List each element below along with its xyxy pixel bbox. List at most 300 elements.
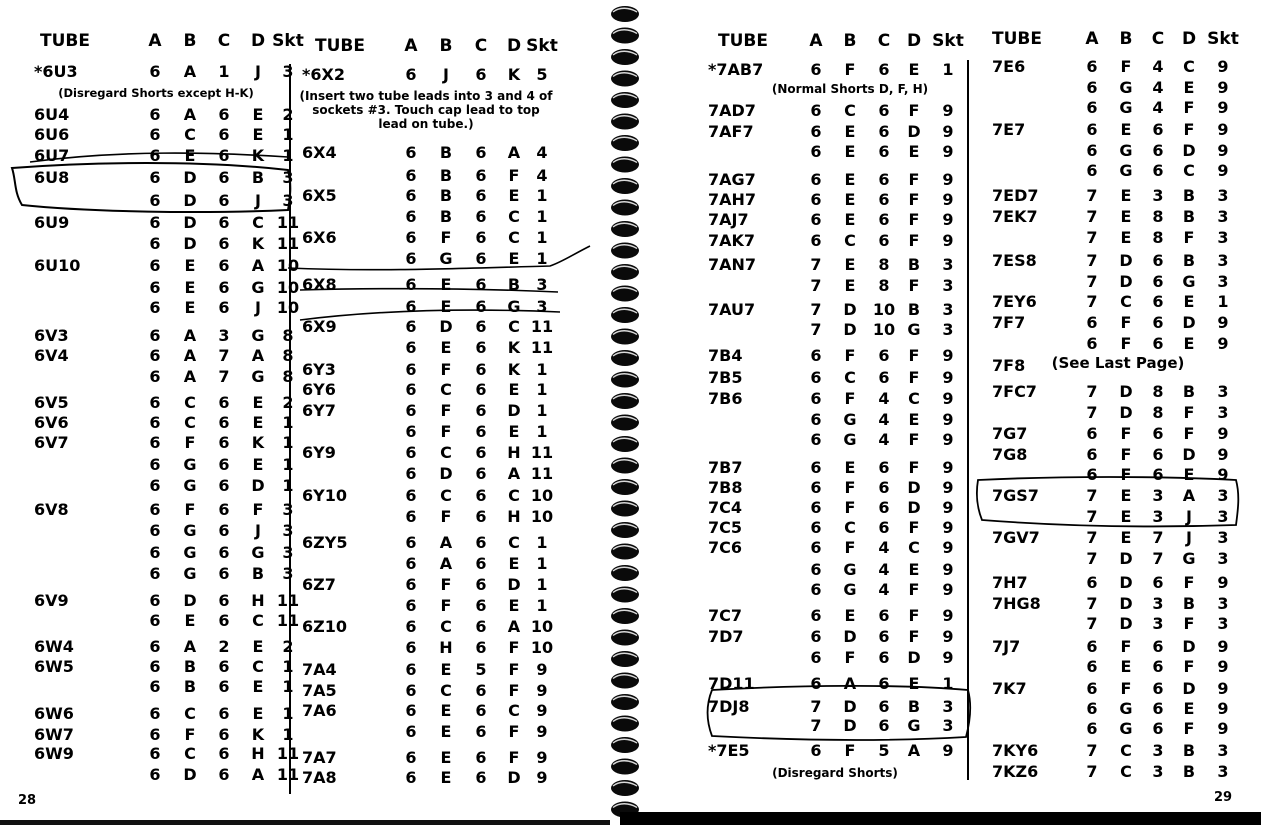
b-cell: D — [1119, 573, 1133, 592]
tube-cell: 6U8 — [34, 168, 70, 187]
b-cell: E — [440, 297, 452, 316]
skt-cell: 11 — [530, 338, 554, 357]
skt-cell: 3 — [282, 543, 294, 562]
b-cell: A — [843, 674, 857, 693]
b-cell: D — [843, 627, 857, 646]
d-cell: B — [907, 697, 921, 716]
d-cell: E — [252, 637, 264, 656]
b-cell: B — [439, 143, 453, 162]
a-cell: 6 — [810, 346, 822, 365]
c-cell: 6 — [878, 627, 890, 646]
skt-cell: 9 — [536, 681, 548, 700]
skt-cell: 3 — [1217, 528, 1229, 547]
tube-cell: 6X5 — [302, 186, 337, 205]
d-cell: F — [908, 276, 920, 295]
d-cell: J — [255, 521, 261, 540]
tube-cell: *6X2 — [302, 65, 345, 84]
c-cell: 2 — [218, 637, 230, 656]
a-cell: 7 — [1086, 228, 1098, 247]
tube-cell: 6W4 — [34, 637, 74, 656]
d-cell: B — [1182, 382, 1196, 401]
d-cell: E — [508, 249, 520, 268]
tube-cell: 6W5 — [34, 657, 74, 676]
c-cell: 6 — [878, 190, 890, 209]
d-cell: E — [252, 393, 264, 412]
tube-cell: 7C7 — [708, 606, 743, 625]
d-cell: E — [508, 380, 520, 399]
b-cell: E — [440, 338, 452, 357]
a-cell: 6 — [405, 297, 417, 316]
tube-cell: 7A4 — [302, 660, 337, 679]
b-cell: D — [843, 716, 857, 735]
c-cell: 6 — [1152, 251, 1164, 270]
skt-cell: 9 — [1217, 161, 1229, 180]
d-cell: E — [508, 422, 520, 441]
c-cell: 6 — [475, 338, 487, 357]
skt-cell: 3 — [1217, 207, 1229, 226]
skt-cell: 3 — [282, 191, 294, 210]
tube-cell: 7J7 — [992, 637, 1021, 656]
d-cell: F — [908, 368, 920, 387]
tube-cell: 6X6 — [302, 228, 337, 247]
skt-cell: 1 — [536, 249, 548, 268]
tube-cell: 6Y9 — [302, 443, 336, 462]
c-cell: 6 — [475, 275, 487, 294]
c-cell: 6 — [878, 674, 890, 693]
d-cell: F — [508, 166, 520, 185]
a-cell: 6 — [810, 458, 822, 477]
skt-cell: 1 — [282, 146, 294, 165]
a-cell: 6 — [810, 389, 822, 408]
a-cell: 6 — [1086, 699, 1098, 718]
skt-cell: 9 — [1217, 657, 1229, 676]
d-cell: F — [1183, 424, 1195, 443]
b-cell: C — [844, 101, 856, 120]
b-cell: E — [440, 701, 452, 720]
a-cell: 7 — [1086, 272, 1098, 291]
skt-cell: 1 — [282, 125, 294, 144]
a-cell: 6 — [405, 701, 417, 720]
b-cell: F — [844, 346, 856, 365]
spiral-ring — [611, 264, 639, 280]
tube-cell: *7AB7 — [708, 60, 764, 79]
skt-cell: 9 — [536, 722, 548, 741]
skt-cell: 1 — [536, 401, 548, 420]
spiral-ring — [611, 243, 639, 259]
skt-cell: 3 — [1217, 486, 1229, 505]
a-cell: 7 — [1086, 186, 1098, 205]
a-cell: 6 — [405, 317, 417, 336]
b-cell: F — [844, 498, 856, 517]
tube-cell: 7K7 — [992, 679, 1027, 698]
tube-cell: 6Y6 — [302, 380, 336, 399]
tube-cell: 7H7 — [992, 573, 1028, 592]
skt-cell: 11 — [530, 464, 554, 483]
d-cell: H — [251, 591, 265, 610]
d-cell: B — [1182, 207, 1196, 226]
header-tube: TUBE — [40, 31, 90, 51]
skt-cell: 9 — [942, 518, 954, 537]
skt-cell: 11 — [276, 744, 300, 763]
skt-cell: 1 — [942, 674, 954, 693]
note-disregard-shorts: (Disregard Shorts) — [772, 766, 898, 780]
c-cell: 8 — [878, 255, 890, 274]
a-cell: 6 — [405, 380, 417, 399]
d-cell: F — [508, 660, 520, 679]
b-cell: F — [844, 648, 856, 667]
tube-cell: 7E6 — [992, 57, 1026, 76]
page-number-right: 29 — [1214, 790, 1233, 805]
b-cell: A — [439, 554, 453, 573]
c-cell: 3 — [218, 326, 230, 345]
d-cell: E — [508, 596, 520, 615]
skt-cell: 1 — [536, 575, 548, 594]
a-cell: 6 — [405, 249, 417, 268]
skt-cell: 9 — [942, 498, 954, 517]
a-cell: 6 — [405, 143, 417, 162]
c-cell: 6 — [878, 498, 890, 517]
b-cell: F — [1120, 637, 1132, 656]
a-cell: 6 — [149, 521, 161, 540]
b-cell: A — [183, 62, 197, 81]
d-cell: B — [1182, 186, 1196, 205]
d-cell: F — [508, 638, 520, 657]
a-cell: 6 — [149, 765, 161, 784]
d-cell: E — [508, 554, 520, 573]
a-cell: 6 — [149, 168, 161, 187]
c-cell: 6 — [475, 186, 487, 205]
skt-cell: 3 — [942, 697, 954, 716]
b-cell: C — [440, 380, 452, 399]
d-cell: G — [251, 543, 265, 562]
a-cell: 6 — [810, 741, 822, 760]
tube-cell: 7B6 — [708, 389, 743, 408]
skt-cell: 1 — [282, 725, 294, 744]
spiral-ring — [611, 630, 639, 646]
tube-cell: 6V4 — [34, 346, 69, 365]
c-cell: 6 — [878, 458, 890, 477]
tube-cell: 7A7 — [302, 748, 337, 767]
skt-cell: 3 — [1217, 762, 1229, 781]
c-cell: 6 — [475, 317, 487, 336]
tube-cell: 7FC7 — [992, 382, 1037, 401]
tube-cell: 6W6 — [34, 704, 74, 723]
page-edge-shadow-left — [0, 820, 610, 825]
c-cell: 6 — [475, 575, 487, 594]
spiral-ring — [611, 329, 639, 345]
spiral-ring — [611, 393, 639, 409]
a-cell: 6 — [149, 704, 161, 723]
c-cell: 6 — [475, 768, 487, 787]
skt-cell: 3 — [942, 276, 954, 295]
c-cell: 6 — [218, 611, 230, 630]
a-cell: 7 — [810, 300, 822, 319]
b-cell: F — [184, 500, 196, 519]
spiral-ring — [611, 651, 639, 667]
spiral-ring — [611, 92, 639, 108]
c-cell: 6 — [1152, 719, 1164, 738]
skt-cell: 9 — [942, 170, 954, 189]
a-cell: 6 — [810, 560, 822, 579]
b-cell: F — [844, 538, 856, 557]
c-cell: 6 — [218, 191, 230, 210]
page-edge-shadow-right — [620, 812, 1261, 825]
a-cell: 6 — [810, 518, 822, 537]
a-cell: 6 — [1086, 637, 1098, 656]
d-cell: C — [508, 228, 520, 247]
a-cell: 6 — [149, 367, 161, 386]
c-cell: 6 — [1152, 573, 1164, 592]
skt-cell: 3 — [1217, 507, 1229, 526]
d-cell: C — [508, 533, 520, 552]
tube-cell: 6V5 — [34, 393, 69, 412]
c-cell: 6 — [878, 606, 890, 625]
tube-cell: 6V8 — [34, 500, 69, 519]
tube-cell: 7EY6 — [992, 292, 1037, 311]
skt-cell: 9 — [942, 142, 954, 161]
c-cell: 6 — [878, 231, 890, 250]
d-cell: B — [251, 168, 265, 187]
tube-cell: 6X9 — [302, 317, 337, 336]
d-cell: A — [907, 741, 921, 760]
d-cell: D — [507, 575, 521, 594]
d-cell: J — [1186, 528, 1192, 547]
a-cell: 6 — [810, 430, 822, 449]
a-cell: 6 — [810, 538, 822, 557]
spiral-ring — [611, 286, 639, 302]
column-divider-right — [967, 60, 969, 780]
header-tube: TUBE — [718, 31, 768, 51]
b-cell: D — [183, 213, 197, 232]
d-cell: D — [1182, 679, 1196, 698]
page-number-left: 28 — [18, 793, 37, 808]
a-cell: 6 — [810, 410, 822, 429]
skt-cell: 9 — [942, 580, 954, 599]
spiral-ring — [611, 157, 639, 173]
header-skt: Skt — [1207, 29, 1239, 49]
b-cell: G — [1119, 161, 1133, 180]
tube-cell: 6V9 — [34, 591, 69, 610]
d-cell: E — [908, 410, 920, 429]
skt-cell: 11 — [276, 611, 300, 630]
skt-cell: 1 — [536, 228, 548, 247]
d-cell: G — [251, 367, 265, 386]
a-cell: 6 — [405, 422, 417, 441]
a-cell: 6 — [149, 62, 161, 81]
b-cell: F — [184, 433, 196, 452]
header-b: B — [439, 36, 453, 56]
skt-cell: 9 — [1217, 719, 1229, 738]
skt-cell: 3 — [1217, 594, 1229, 613]
skt-cell: 1 — [536, 533, 548, 552]
b-cell: G — [1119, 78, 1133, 97]
d-cell: D — [907, 478, 921, 497]
d-cell: E — [252, 105, 264, 124]
skt-cell: 1 — [942, 60, 954, 79]
d-cell: F — [908, 190, 920, 209]
d-cell: F — [1183, 120, 1195, 139]
c-cell: 6 — [218, 765, 230, 784]
skt-cell: 9 — [1217, 141, 1229, 160]
b-cell: C — [184, 125, 196, 144]
a-cell: 6 — [405, 207, 417, 226]
b-cell: G — [1119, 699, 1133, 718]
skt-cell: 2 — [282, 637, 294, 656]
c-cell: 6 — [1152, 445, 1164, 464]
b-cell: A — [183, 637, 197, 656]
c-cell: 6 — [475, 681, 487, 700]
d-cell: F — [1183, 614, 1195, 633]
tube-cell: 6U10 — [34, 256, 81, 275]
b-cell: E — [1120, 486, 1132, 505]
c-cell: 3 — [1152, 594, 1164, 613]
skt-cell: 9 — [942, 538, 954, 557]
c-cell: 6 — [218, 256, 230, 275]
d-cell: F — [908, 101, 920, 120]
tube-cell: 7AN7 — [708, 255, 757, 274]
a-cell: 6 — [149, 657, 161, 676]
c-cell: 6 — [878, 518, 890, 537]
b-cell: C — [440, 681, 452, 700]
b-cell: G — [183, 521, 197, 540]
skt-cell: 11 — [276, 765, 300, 784]
c-cell: 4 — [1152, 78, 1164, 97]
a-cell: 6 — [405, 443, 417, 462]
d-cell: G — [907, 320, 921, 339]
b-cell: D — [1119, 614, 1133, 633]
skt-cell: 9 — [942, 101, 954, 120]
skt-cell: 1 — [536, 554, 548, 573]
d-cell: E — [1183, 78, 1195, 97]
a-cell: 6 — [405, 575, 417, 594]
skt-cell: 10 — [276, 256, 300, 275]
a-cell: 6 — [405, 166, 417, 185]
header-a: A — [1085, 29, 1099, 49]
d-cell: D — [907, 122, 921, 141]
skt-cell: 9 — [1217, 334, 1229, 353]
a-cell: 6 — [149, 433, 161, 452]
skt-cell: 9 — [1217, 57, 1229, 76]
b-cell: B — [183, 657, 197, 676]
c-cell: 6 — [1152, 141, 1164, 160]
d-cell: H — [507, 443, 521, 462]
tube-cell: 7A8 — [302, 768, 337, 787]
skt-cell: 3 — [282, 62, 294, 81]
c-cell: 6 — [475, 507, 487, 526]
c-cell: 3 — [1152, 507, 1164, 526]
a-cell: 6 — [1086, 78, 1098, 97]
c-cell: 7 — [218, 346, 230, 365]
tube-cell: 7AU7 — [708, 300, 756, 319]
a-cell: 6 — [1086, 573, 1098, 592]
c-cell: 6 — [218, 298, 230, 317]
d-cell: D — [1182, 445, 1196, 464]
tube-cell: 6ZY5 — [302, 533, 348, 552]
skt-cell: 3 — [1217, 228, 1229, 247]
tube-cell: 6V6 — [34, 413, 69, 432]
c-cell: 4 — [1152, 98, 1164, 117]
d-cell: E — [1183, 699, 1195, 718]
header-d: D — [906, 31, 922, 51]
skt-cell: 9 — [942, 122, 954, 141]
tube-cell: 7AK7 — [708, 231, 756, 250]
c-cell: 6 — [218, 591, 230, 610]
tube-cell: 7C6 — [708, 538, 743, 557]
tube-cell: 7G7 — [992, 424, 1028, 443]
c-cell: 6 — [218, 393, 230, 412]
c-cell: 6 — [1152, 637, 1164, 656]
c-cell: 6 — [475, 297, 487, 316]
c-cell: 4 — [878, 580, 890, 599]
skt-cell: 8 — [282, 326, 294, 345]
a-cell: 6 — [810, 142, 822, 161]
c-cell: 6 — [475, 401, 487, 420]
d-cell: E — [1183, 465, 1195, 484]
c-cell: 6 — [1152, 334, 1164, 353]
spiral-ring — [611, 780, 639, 796]
a-cell: 7 — [1086, 507, 1098, 526]
d-cell: B — [1182, 251, 1196, 270]
b-cell: E — [1120, 657, 1132, 676]
c-cell: 8 — [1152, 403, 1164, 422]
c-cell: 6 — [218, 413, 230, 432]
a-cell: 6 — [405, 486, 417, 505]
d-cell: C — [508, 207, 520, 226]
skt-cell: 1 — [282, 476, 294, 495]
note-insert-tube-leads: (Insert two tube leads into 3 and 4 of sockets #3. Touch cap lead to top lead on tube.) — [299, 89, 553, 131]
c-cell: 6 — [878, 142, 890, 161]
tube-cell: 7AD7 — [708, 101, 756, 120]
tube-cell: 7AH7 — [708, 190, 757, 209]
skt-cell: 3 — [942, 320, 954, 339]
a-cell: 6 — [1086, 465, 1098, 484]
c-cell: 6 — [475, 380, 487, 399]
skt-cell: 9 — [536, 660, 548, 679]
b-cell: D — [1119, 251, 1133, 270]
spiral-ring — [611, 673, 639, 689]
b-cell: G — [843, 430, 857, 449]
d-cell: B — [1182, 594, 1196, 613]
header-c: C — [1151, 29, 1165, 49]
d-cell: K — [251, 433, 265, 452]
b-cell: D — [1119, 403, 1133, 422]
tube-cell: 7KZ6 — [992, 762, 1039, 781]
skt-cell: 9 — [1217, 424, 1229, 443]
a-cell: 6 — [149, 191, 161, 210]
spiral-ring — [611, 436, 639, 452]
b-cell: C — [184, 413, 196, 432]
skt-cell: 3 — [1217, 382, 1229, 401]
a-cell: 6 — [810, 580, 822, 599]
skt-cell: 9 — [942, 606, 954, 625]
d-cell: A — [251, 765, 265, 784]
skt-cell: 9 — [942, 458, 954, 477]
a-cell: 6 — [405, 507, 417, 526]
c-cell: 6 — [878, 697, 890, 716]
skt-cell: 9 — [942, 430, 954, 449]
d-cell: G — [251, 278, 265, 297]
c-cell: 6 — [218, 234, 230, 253]
c-cell: 6 — [218, 725, 230, 744]
d-cell: A — [251, 256, 265, 275]
spiral-binding — [605, 0, 640, 825]
b-cell: F — [440, 401, 452, 420]
b-cell: E — [440, 275, 452, 294]
c-cell: 6 — [475, 166, 487, 185]
b-cell: C — [440, 486, 452, 505]
c-cell: 6 — [878, 170, 890, 189]
skt-cell: 3 — [536, 297, 548, 316]
